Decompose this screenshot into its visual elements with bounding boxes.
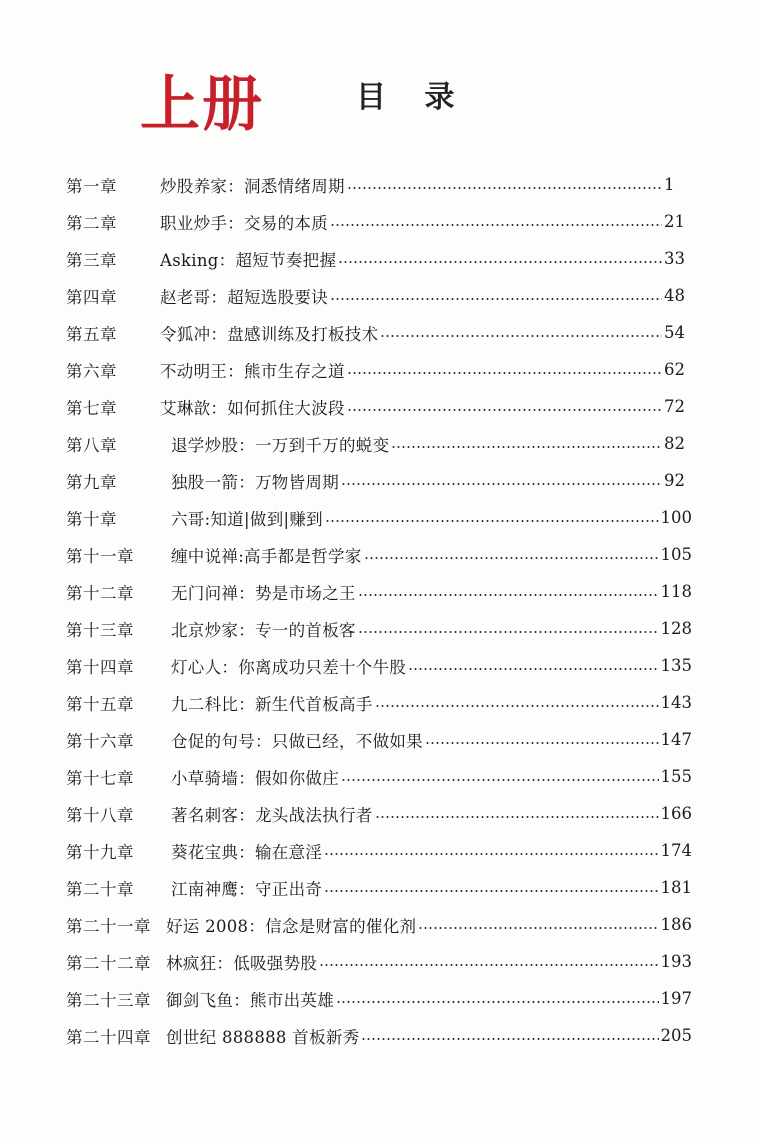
toc-entry[interactable] — [66, 758, 692, 795]
toc-page-number: 72 — [664, 397, 685, 416]
toc-chapter-title: 炒股养家：洞悉情绪周期 — [160, 176, 345, 196]
toc-chapter-number: 第六章 — [66, 361, 117, 381]
toc-chapter-title: 独股一箭：万物皆周期 — [171, 472, 339, 492]
toc-chapter-title: 小草骑墙：假如你做庄 — [171, 768, 339, 788]
toc-chapter-title: 六哥:知道|做到|赚到 — [171, 509, 323, 529]
toc-entry[interactable] — [66, 832, 692, 869]
toc-page-number: 54 — [664, 323, 685, 342]
toc-leader-dots — [358, 631, 659, 633]
toc-chapter-number: 第十九章 — [66, 842, 134, 862]
toc-leader-dots — [336, 1001, 659, 1003]
toc-leader-dots — [347, 409, 662, 411]
toc-leader-dots — [418, 927, 658, 929]
toc-leader-dots — [341, 779, 659, 781]
toc-leader-dots — [325, 520, 659, 522]
toc-entry[interactable] — [66, 1017, 692, 1054]
toc-leader-dots — [408, 668, 658, 670]
toc-page-number: 128 — [660, 619, 692, 638]
toc-page-number: 181 — [660, 878, 692, 897]
toc-leader-dots — [425, 742, 659, 744]
toc-page-number: 100 — [660, 508, 692, 527]
toc-page-number: 135 — [660, 656, 692, 675]
toc-chapter-number: 第十二章 — [66, 583, 134, 603]
toc-page-number: 193 — [660, 952, 692, 971]
toc-page-number: 143 — [660, 693, 692, 712]
toc-chapter-number: 第二十二章 — [66, 953, 151, 973]
toc-leader-dots — [330, 298, 662, 300]
toc-chapter-number: 第二十章 — [66, 879, 134, 899]
toc-leader-dots — [341, 483, 662, 485]
toc-chapter-number: 第十七章 — [66, 768, 134, 788]
toc-leader-dots — [391, 446, 662, 448]
toc-chapter-title: 无门问禅：势是市场之王 — [171, 583, 356, 603]
toc-chapter-number: 第十五章 — [66, 694, 134, 714]
toc-chapter-number: 第二十三章 — [66, 990, 151, 1010]
toc-chapter-title: 不动明王：熊市生存之道 — [160, 361, 345, 381]
toc-page-number: 197 — [660, 989, 692, 1008]
toc-chapter-title: 艾琳歆：如何抓住大波段 — [160, 398, 345, 418]
toc-chapter-title: Asking：超短节奏把握 — [160, 250, 337, 270]
toc-entry[interactable] — [66, 351, 692, 388]
toc-entry[interactable] — [66, 795, 692, 832]
toc-leader-dots — [324, 890, 658, 892]
toc-chapter-number: 第九章 — [66, 472, 117, 492]
toc-entry[interactable] — [66, 573, 692, 610]
toc-entry[interactable] — [66, 536, 692, 573]
toc-chapter-number: 第四章 — [66, 287, 117, 307]
toc-chapter-number: 第二十四章 — [66, 1027, 151, 1047]
toc-chapter-title: 令狐冲：盘感训练及打板技术 — [160, 324, 379, 344]
toc-page-number: 21 — [664, 212, 685, 231]
toc-entry[interactable] — [66, 943, 692, 980]
toc-page-number: 155 — [660, 767, 692, 786]
toc-page-number: 1 — [664, 175, 675, 194]
toc-entry[interactable] — [66, 684, 692, 721]
toc-entry[interactable] — [66, 869, 692, 906]
toc-chapter-number: 第五章 — [66, 324, 117, 344]
toc-chapter-title: 退学炒股：一万到千万的蜕变 — [171, 435, 390, 455]
toc-entry[interactable] — [66, 314, 692, 351]
toc-leader-dots — [375, 705, 659, 707]
toc-chapter-number: 第十章 — [66, 509, 117, 529]
toc-leader-dots — [338, 261, 662, 263]
toc-leader-dots — [347, 372, 662, 374]
toc-leader-dots — [324, 853, 658, 855]
toc-chapter-title: 创世纪 888888 首板新秀 — [166, 1027, 360, 1047]
toc-chapter-title: 九二科比：新生代首板高手 — [171, 694, 373, 714]
toc-entry[interactable] — [66, 388, 692, 425]
toc-entry[interactable] — [66, 203, 692, 240]
toc-page-number: 33 — [664, 249, 685, 268]
table-of-contents — [66, 166, 692, 1054]
page-title: 目 录 — [356, 80, 469, 115]
toc-entry[interactable] — [66, 647, 692, 684]
toc-page-number: 205 — [660, 1026, 692, 1045]
toc-entry[interactable] — [66, 980, 692, 1017]
toc-page-number: 62 — [664, 360, 685, 379]
toc-chapter-number: 第十一章 — [66, 546, 134, 566]
toc-chapter-title: 缠中说禅:高手都是哲学家 — [171, 546, 362, 566]
toc-page-number: 166 — [660, 804, 692, 823]
toc-entry[interactable] — [66, 462, 692, 499]
toc-page-number: 92 — [664, 471, 685, 490]
toc-entry[interactable] — [66, 499, 692, 536]
toc-chapter-number: 第一章 — [66, 176, 117, 196]
toc-page-number: 174 — [660, 841, 692, 860]
toc-entry[interactable] — [66, 610, 692, 647]
toc-leader-dots — [361, 1038, 658, 1040]
toc-chapter-title: 御剑飞鱼：熊市出英雄 — [166, 990, 334, 1010]
toc-leader-dots — [364, 557, 659, 559]
toc-chapter-title: 职业炒手：交易的本质 — [160, 213, 328, 233]
toc-chapter-number: 第八章 — [66, 435, 117, 455]
toc-leader-dots — [347, 187, 662, 189]
toc-chapter-number: 第三章 — [66, 250, 117, 270]
toc-chapter-title: 著名刺客：龙头战法执行者 — [171, 805, 373, 825]
toc-chapter-title: 林疯狂：低吸强势股 — [166, 953, 318, 973]
toc-entry[interactable] — [66, 240, 692, 277]
toc-page-number: 105 — [660, 545, 692, 564]
toc-leader-dots — [380, 335, 662, 337]
toc-chapter-number: 第二章 — [66, 213, 117, 233]
toc-chapter-title: 北京炒家：专一的首板客 — [171, 620, 356, 640]
toc-page-number: 82 — [664, 434, 685, 453]
toc-entry[interactable] — [66, 721, 692, 758]
toc-chapter-number: 第十三章 — [66, 620, 134, 640]
volume-label: 上册 — [140, 70, 264, 140]
toc-entry[interactable] — [66, 425, 692, 462]
toc-leader-dots — [319, 964, 658, 966]
toc-chapter-number: 第十八章 — [66, 805, 134, 825]
toc-chapter-number: 第十四章 — [66, 657, 134, 677]
toc-leader-dots — [375, 816, 659, 818]
page-header — [0, 0, 760, 150]
toc-chapter-title: 好运 2008：信念是财富的催化剂 — [166, 916, 417, 936]
toc-leader-dots — [330, 224, 662, 226]
toc-chapter-number: 第二十一章 — [66, 916, 151, 936]
toc-chapter-title: 仓促的句号：只做已经，不做如果 — [171, 731, 423, 751]
toc-page-number: 118 — [660, 582, 692, 601]
toc-entry[interactable] — [66, 906, 692, 943]
toc-chapter-title: 赵老哥：超短选股要诀 — [160, 287, 328, 307]
toc-entry[interactable] — [66, 277, 692, 314]
toc-chapter-title: 江南神鹰：守正出奇 — [171, 879, 323, 899]
toc-page-number: 186 — [660, 915, 692, 934]
toc-page-number: 48 — [664, 286, 685, 305]
toc-entry[interactable] — [66, 166, 692, 203]
toc-chapter-number: 第七章 — [66, 398, 117, 418]
toc-chapter-number: 第十六章 — [66, 731, 134, 751]
toc-chapter-title: 葵花宝典：输在意淫 — [171, 842, 323, 862]
toc-chapter-title: 灯心人：你离成功只差十个牛股 — [171, 657, 407, 677]
toc-leader-dots — [358, 594, 659, 596]
toc-page-number: 147 — [660, 730, 692, 749]
